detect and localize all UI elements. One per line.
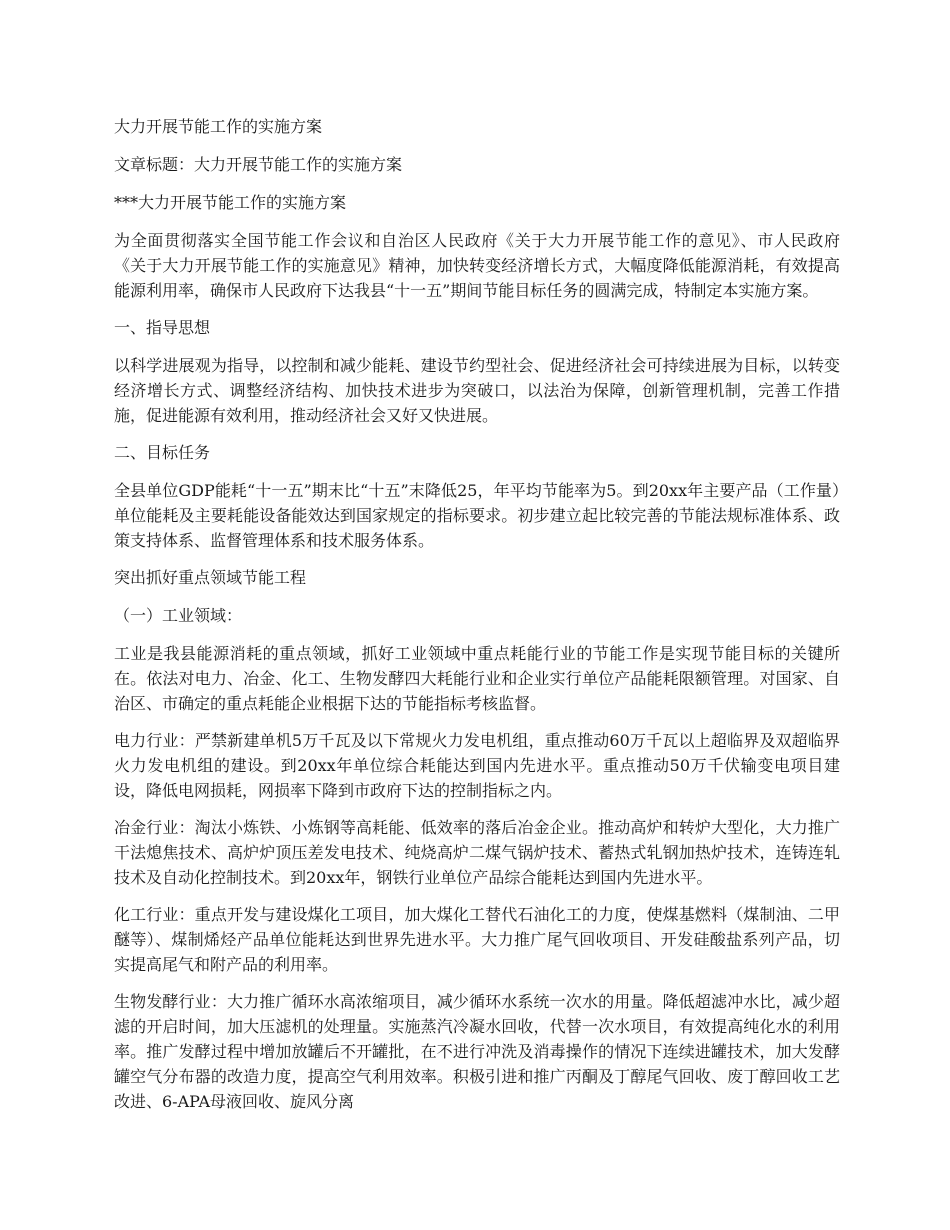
intro-paragraph: 为全面贯彻落实全国节能工作会议和自治区人民政府《关于大力开展节能工作的意见》、市人民政府《关于大力开展节能工作的实施意见》精神，加快转变经济增长方式，大幅度降低能源消耗，有效提高能源利用率，确保市人民政府下达我县“十一五”期间节能目标任务的圆满完成，特制定本实施方案。 [114, 231, 840, 300]
document-title: 大力开展节能工作的实施方案 [114, 117, 323, 136]
industry-paragraph: 工业是我县能源消耗的重点领域，抓好工业领域中重点耗能行业的节能工作是实现节能目标的关键所在。依法对电力、冶金、化工、生物发酵四大耗能行业和企业实行单位产品能耗限额管理。对国家、自治区、市确定的重点耗能企业根据下达的节能指标考核监督。 [114, 644, 840, 713]
guiding-ideology-paragraph: 以科学进展观为指导，以控制和减少能耗、建设节约型社会、促进经济社会可持续进展为目标，以转变经济增长方式、调整经济结构、加快技术进步为突破口，以法治为保障，创新管理机制，完善工作措施，促进能源有效利用，推动经济社会又好又快进展。 [114, 356, 840, 425]
power-industry-paragraph: 电力行业：严禁新建单机5万千瓦及以下常规火力发电机组，重点推动60万千瓦以上超临界及双超临界火力发电机组的建设。到20xx年单位综合耗能达到国内先进水平。重点推动50万千伏输变电项目建设，降低电网损耗，网损率下降到市政府下达的控制指标之内。 [114, 731, 840, 800]
document-page [114, 114, 840, 1126]
section-heading-key-areas: 突出抓好重点领域节能工程 [114, 568, 307, 587]
bio-fermentation-paragraph: 生物发酵行业：大力推广循环水高浓缩项目，减少循环水系统一次水的用量。降低超滤冲水比，减少超滤的开启时间，加大压滤机的处理量。实施蒸汽冷凝水回收，代替一次水项目，有效提高纯化水的利用率。推广发酵过程中增加放罐后不开罐批，在不进行冲洗及消毒操作的情况下连续进罐技术，加大发酵罐空气分布器的改造力度，提高空气利用效率。积极引进和推广丙酮及丁醇尾气回收、废丁醇回收工艺改进、6-APA母液回收、旋风分离 [114, 992, 840, 1111]
section-heading-guiding-ideology: 一、指导思想 [114, 318, 211, 337]
metallurgy-industry-paragraph: 冶金行业：淘汰小炼铁、小炼钢等高耗能、低效率的落后冶金企业。推动高炉和转炉大型化，大力推广干法熄焦技术、高炉炉顶压差发电技术、纯烧高炉二煤气锅炉技术、蓄热式轧钢加热炉技术，连铸连轧技术及自动化控制技术。到20xx年，钢铁行业单位产品综合能耗达到国内先进水平。 [114, 818, 840, 887]
subsection-heading-industry: （一）工业领域： [114, 606, 243, 625]
article-title-line: 文章标题：大力开展节能工作的实施方案 [114, 155, 403, 174]
chemical-industry-paragraph: 化工行业：重点开发与建设煤化工项目，加大煤化工替代石油化工的力度，使煤基燃料（煤制油、二甲醚等）、煤制烯烃产品单位能耗达到世界先进水平。大力推广尾气回收项目、开发硅酸盐系列产品，切实提高尾气和附产品的利用率。 [114, 905, 840, 974]
document-subtitle: ***大力开展节能工作的实施方案 [114, 193, 347, 212]
section-heading-goals: 二、目标任务 [114, 443, 211, 462]
goals-paragraph: 全县单位GDP能耗“十一五”期末比“十五”末降低25，年平均节能率为5。到20xx年主要产品（工作量）单位能耗及主要耗能设备能效达到国家规定的指标要求。初步建立起比较完善的节能法规标准体系、政策支持体系、监督管理体系和技术服务体系。 [114, 481, 840, 550]
